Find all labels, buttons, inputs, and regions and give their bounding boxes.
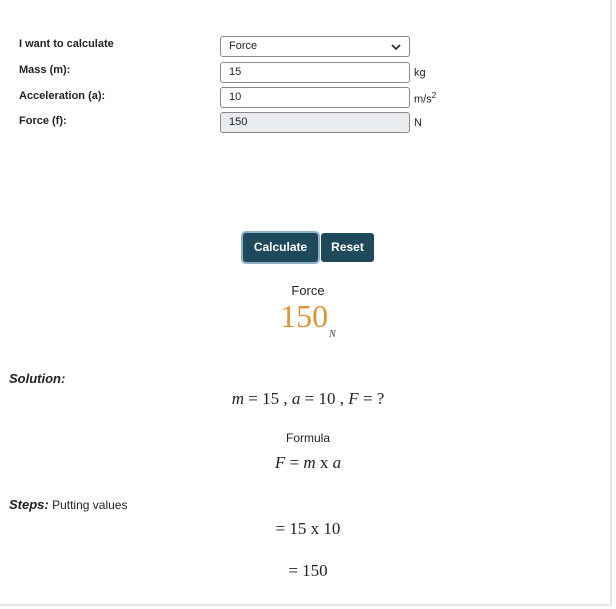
- formula: F = m x a: [274, 453, 342, 472]
- steps-label: Steps:: [9, 497, 49, 512]
- result-unit: N: [329, 329, 336, 340]
- mass-label: Mass (m):: [19, 64, 71, 76]
- force-label: Force (f):: [19, 115, 67, 127]
- mass-input[interactable]: 15: [220, 62, 410, 83]
- acceleration-unit: $m/s^2$: [414, 91, 437, 106]
- acceleration-label: Acceleration (a):: [19, 90, 106, 102]
- force-output: 150: [220, 112, 410, 133]
- chevron-down-icon: [391, 42, 401, 52]
- step-result: = 150: [288, 561, 328, 580]
- result-title: Force: [291, 283, 325, 298]
- calculate-button[interactable]: Calculate: [243, 233, 318, 262]
- solution-label: Solution:: [9, 371, 66, 386]
- given-values: m = 15 , a = 10 , F = ?: [231, 389, 385, 408]
- result-value: [0, 298, 616, 340]
- force-unit: N: [414, 117, 422, 129]
- step-substitution: = 15 x 10: [275, 519, 341, 538]
- calculate-label: I want to calculate: [19, 38, 114, 50]
- mass-unit: kg: [414, 67, 426, 79]
- steps-heading: [9, 497, 127, 512]
- acceleration-input[interactable]: 10: [220, 87, 410, 108]
- calculate-select-value: Force: [229, 40, 258, 52]
- result-number: 150: [280, 298, 329, 334]
- reset-button[interactable]: Reset: [321, 233, 374, 262]
- formula-label: Formula: [285, 431, 330, 445]
- calculate-select[interactable]: [220, 36, 410, 57]
- steps-text: Putting values: [52, 498, 128, 512]
